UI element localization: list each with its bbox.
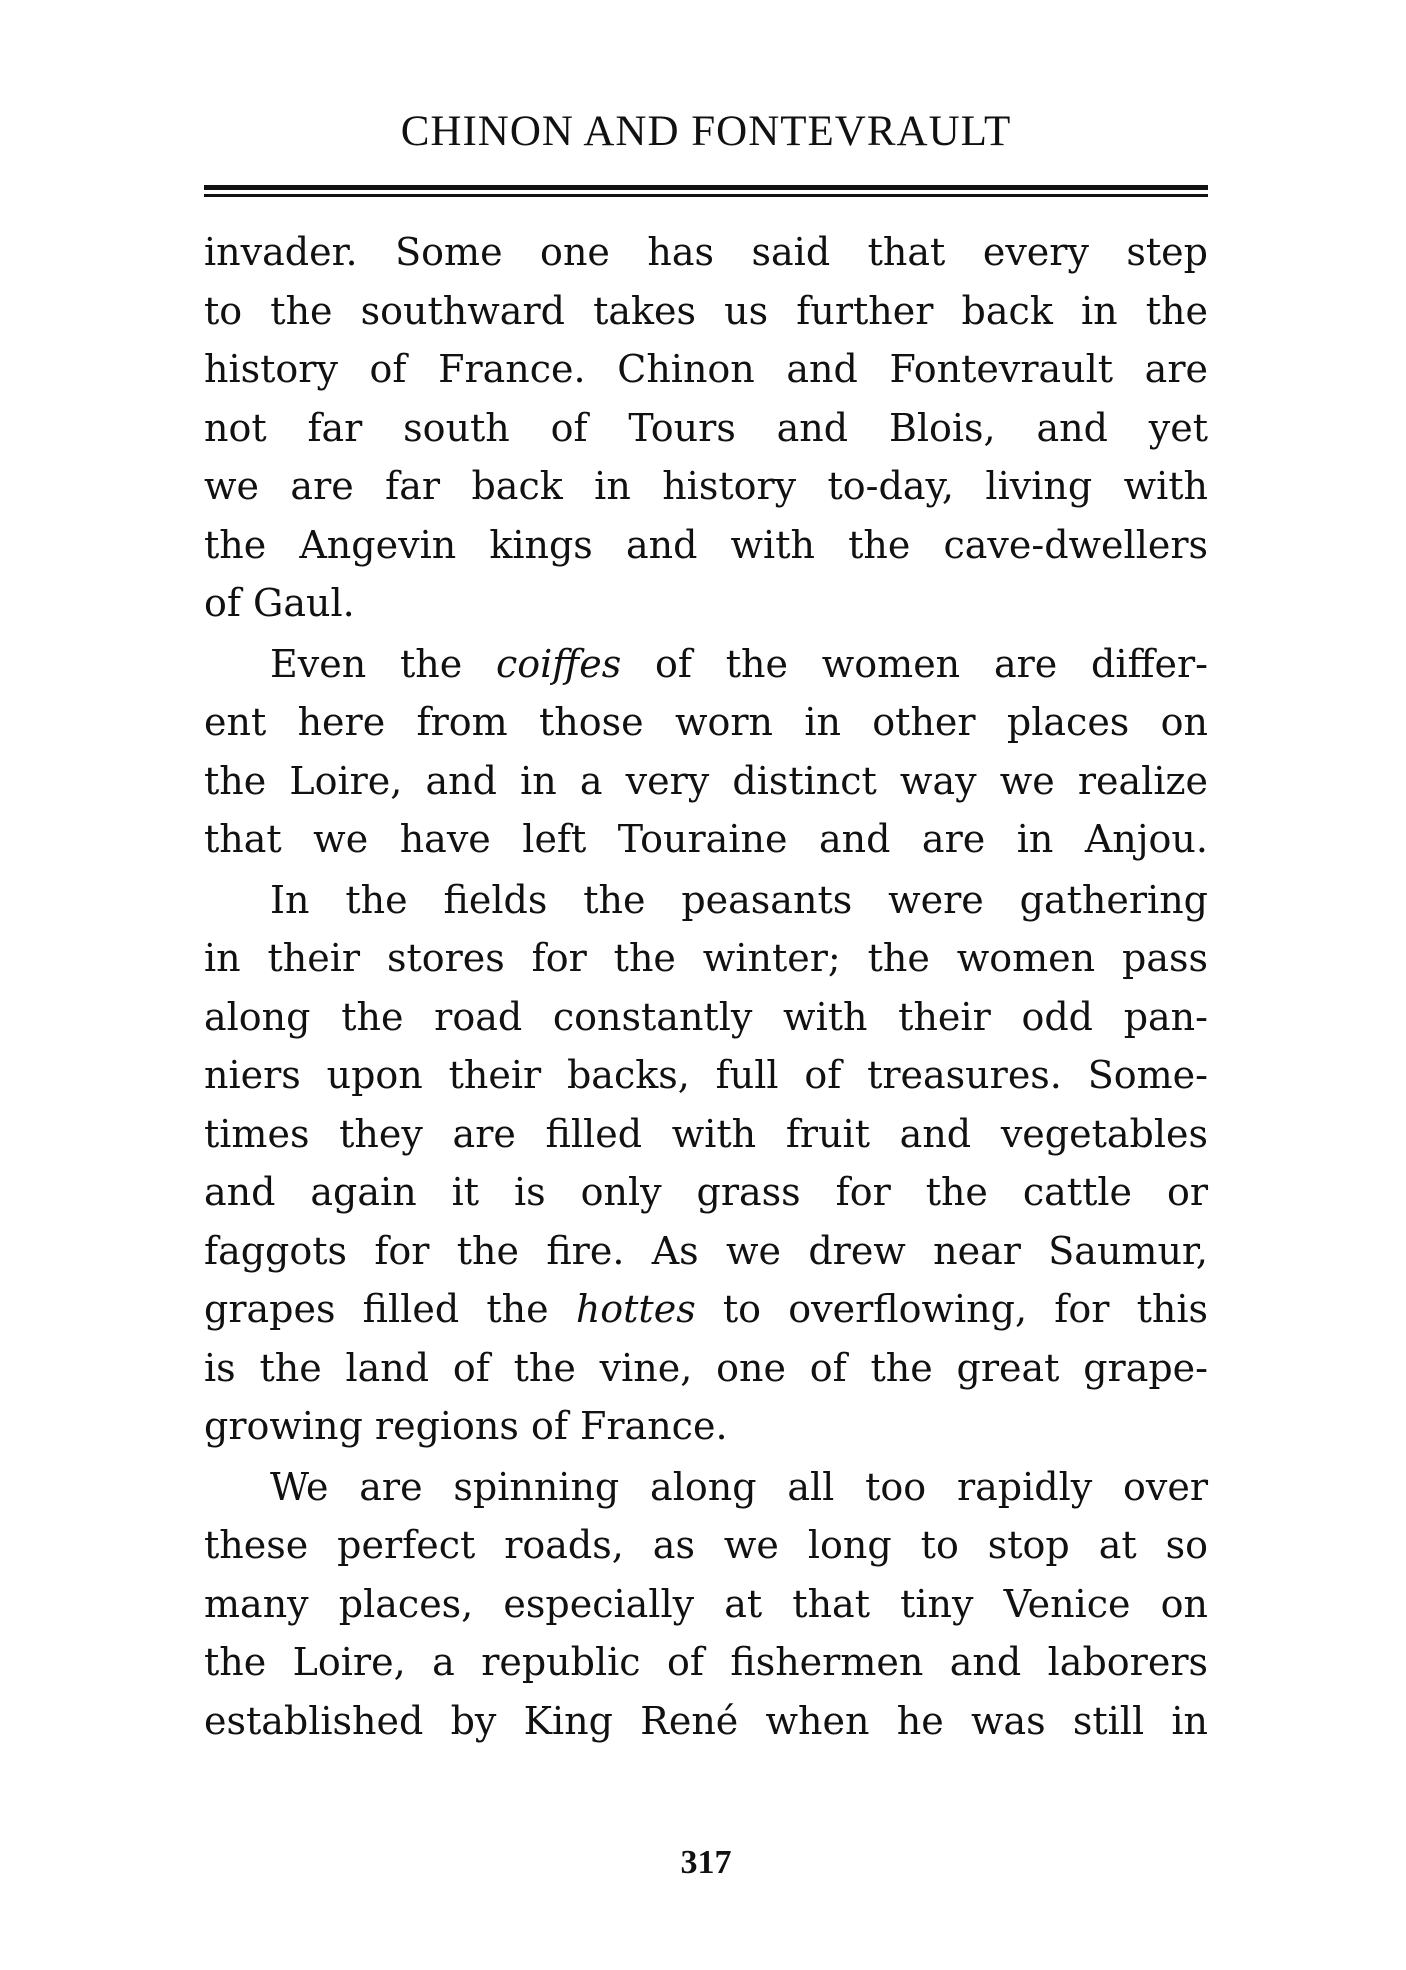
text-line: faggots for the fire. As we drew near Saumur, — [204, 1228, 1208, 1273]
text-line: and again it is only grass for the cattle or — [204, 1170, 1208, 1214]
text-line: invader. Some one has said that every step — [204, 230, 1208, 274]
text-line: grapes filled the hottes to overflowing, for this — [204, 1287, 1208, 1331]
text-line: the Loire, a republic of fishermen and laborers — [204, 1640, 1208, 1684]
header-rule-thin — [204, 194, 1208, 197]
text-line: is the land of the vine, one of the great grape- — [204, 1345, 1208, 1390]
text-line: not far south of Tours and Blois, and yet — [204, 405, 1208, 450]
italic-word: hottes — [575, 1287, 696, 1331]
text-line: to the southward takes us further back in the — [204, 288, 1208, 333]
text-line: that we have left Touraine and are in Anjou. — [204, 817, 1208, 861]
page-number: 317 — [680, 1844, 732, 1881]
text-line: these perfect roads, as we long to stop at so — [204, 1523, 1208, 1567]
header-double-rule — [204, 185, 1208, 199]
body-text — [204, 223, 1208, 1750]
text-line: of Gaul. — [204, 581, 355, 625]
text-line: growing regions of France. — [204, 1404, 728, 1448]
text-line: ent here from those worn in other places on — [204, 700, 1208, 744]
text-line: we are far back in history to-day, living with — [204, 464, 1208, 508]
running-head: CHINON AND FONTEVRAULT — [400, 108, 1012, 155]
text-line: along the road constantly with their odd pan- — [204, 994, 1208, 1039]
book-page — [204, 0, 1208, 1970]
header-rule-thick — [204, 185, 1208, 190]
text-line: the Loire, and in a very distinct way we realize — [204, 758, 1208, 803]
text-line: niers upon their backs, full of treasures. Some- — [204, 1053, 1208, 1097]
text-line: in their stores for the winter; the women pass — [204, 936, 1208, 980]
text-line: established by King René when he was still in — [204, 1698, 1208, 1743]
italic-word: coiffes — [495, 641, 622, 686]
text-line: history of France. Chinon and Fontevrault are — [204, 347, 1208, 391]
text-line: many places, especially at that tiny Venice on — [204, 1581, 1208, 1626]
text-line: times they are filled with fruit and vegetables — [204, 1111, 1208, 1156]
text-line: We are spinning along all too rapidly over — [270, 1464, 1208, 1509]
text-line: Even the coiffes of the women are differ- — [270, 641, 1209, 686]
text-line: the Angevin kings and with the cave-dwellers — [204, 522, 1208, 567]
text-line: In the fields the peasants were gathering — [270, 877, 1208, 922]
